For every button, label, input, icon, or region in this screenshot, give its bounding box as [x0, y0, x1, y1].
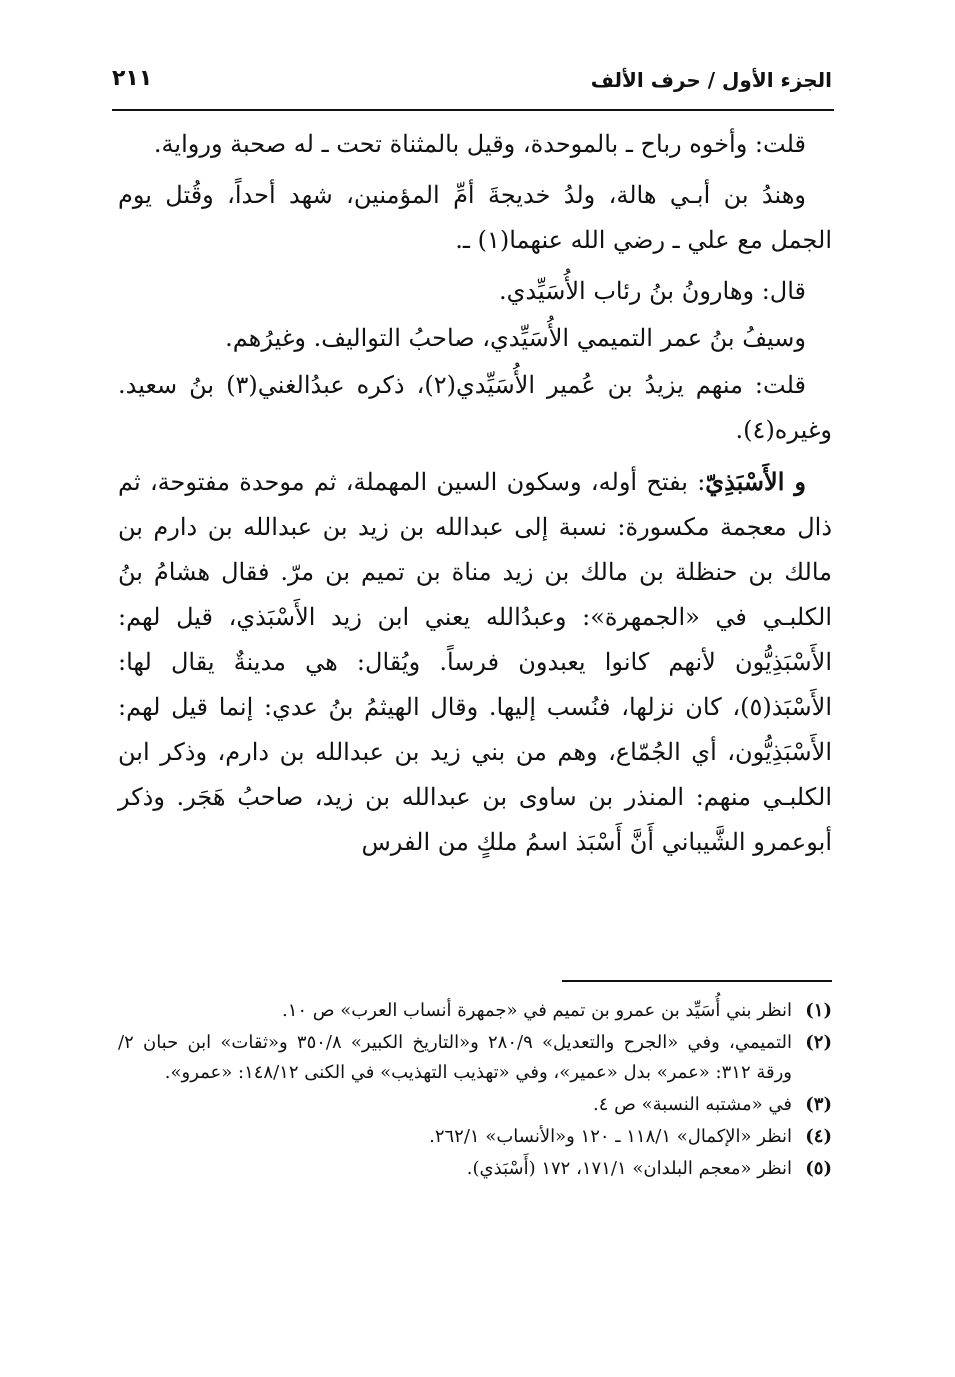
paragraph: قال: وهارونُ بنُ رئاب الأُسَيِّدي.: [498, 277, 806, 305]
footnote-number: (٤): [805, 1126, 832, 1147]
main-text: [118, 122, 832, 871]
footnote: [118, 1122, 832, 1152]
paragraph: وسيفُ بنُ عمر التميمي الأُسَيِّدي، صاحبُ التواليف. وغيرُهم.: [225, 324, 806, 352]
footnote-number: (١): [805, 1000, 832, 1021]
footnote-text: التميمي، وفي «الجرح والتعديل» ٢٨٠/٩ و«التاريخ الكبير» ٣٥٠/٨ و«ثقات» ابن حبان ٢/ ورقة ٣١٢: «عمر» بدل «عمير»، وفي «تهذيب التهذيب» في الكنى ١٤٨/١٢: «عمرو».: [118, 1032, 792, 1083]
paragraph: قلت: وأخوه رباح ـ بالموحدة، وقيل بالمثناة تحت ـ له صحبة ورواية.: [153, 130, 806, 158]
footnote-text: انظر «الإكمال» ١١٨/١ ـ ١٢٠ و«الأنساب» ٢٦٢/١.: [429, 1126, 792, 1147]
page-header: [112, 62, 832, 106]
footnote: [118, 1028, 832, 1088]
footnote: [118, 996, 832, 1026]
entry-paragraph: [118, 459, 832, 865]
footnote-rule: [562, 980, 832, 982]
running-title: الجزء الأول / حرف الألف: [590, 68, 832, 92]
footnote-text: انظر بني أُسَيِّد بن عمرو بن تميم في «جمهرة أنساب العرب» ص ١٠.: [281, 1000, 792, 1021]
paragraph: قلت: منهم يزيدُ بن عُمير الأُسَيِّدي(٢)، ذكره عبدُالغني(٣) بنُ سعيد. وغيره(٤).: [118, 371, 832, 444]
paragraph: وهندُ بن أبـي هالة، ولدُ خديجةَ أمِّ المؤمنين، شهد أحداً، وقُتل يوم الجمل مع علي ـ رضي الله عنهما(١) ـ.: [118, 181, 832, 254]
entry-term: و الأَسْبَذِيّ: [705, 467, 806, 496]
page-number: ٢١١: [112, 66, 153, 91]
header-rule: [112, 109, 834, 111]
entry-text: : بفتح أوله، وسكون السين المهملة، ثم موحدة مفتوحة، ثم ذال معجمة مكسورة: نسبة إلى عبدالله بن زيد بن عبدالله بن دارم بن مالك بن حنظلة بن مالك بن زيد مناة بن تميم بن مرّ. فقال هشامُ بنُ الكلبـي في «الجمهرة»: وعبدُالله يعني ابن زيد الأَسْبَذي، قيل لهم: الأَسْبَذِيُّون لأنهم كانوا يعبدون فرساً. ويُقال: هي مدينةٌ يقال لها: الأَسْبَذ(٥)، كان نزلها، فنُسب إليها. وقال الهيثمُ بنُ عدي: إنما قيل لهم: الأَسْبَذِيُّون، أي الجُمّاع، وهم من بني زيد بن عبدالله بن دارم، وذكر ابن الكلبـي منهم: المنذر بن ساوى بن عبدالله بن زيد، صاحبُ هَجَر. وذكر أبوعمرو الشَّيباني أَنَّ أَسْبَذ اسمُ ملكٍ من الفرس: [118, 468, 832, 856]
footnote-text: انظر «معجم البلدان» ١٧١/١، ١٧٢ (أَسْبَذي).: [466, 1158, 792, 1179]
footnote-number: (٢): [805, 1032, 832, 1053]
footnote-number: (٥): [805, 1158, 832, 1179]
footnote-number: (٣): [805, 1094, 832, 1115]
footnote-text: في «مشتبه النسبة» ص ٤.: [593, 1094, 792, 1115]
footnotes: [118, 996, 832, 1186]
footnote: [118, 1090, 832, 1120]
footnote: [118, 1154, 832, 1184]
